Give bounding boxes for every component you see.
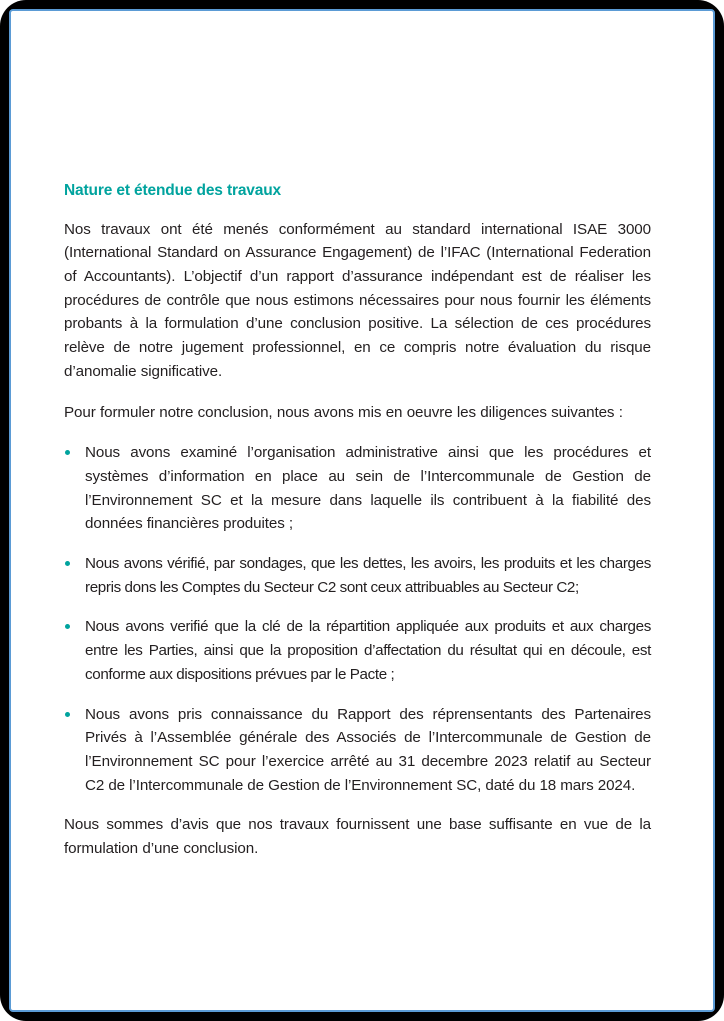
page-canvas <box>9 9 715 1012</box>
section-heading: Nature et étendue des travaux <box>64 182 282 199</box>
paragraph-intro: Nos travaux ont été menés conformément au standard international ISAE 3000 (International Standard on Assurance Engagement) de l’IFAC (International Federation of Accountants). L’objectif d’un rapport d’assurance indépendant est de réaliser les procédures de contrôle que nous estimons nécessaires pour nous fournir les éléments probants à la formulation d’une conclusion positive. La sélection de ces procédures relève de notre jugement professionnel, en ce compris notre évaluation du risque d’anomalie significative. <box>64 220 651 380</box>
bullet-dot-icon <box>65 450 70 455</box>
diligence-list <box>64 441 651 797</box>
list-item-text: Nous avons pris connaissance du Rapport des réprensentants des Partenaires Privés à l’Assemblée générale des Associés de l’Intercommunale de Gestion de l’Environnement SC pour l’exercice arrêté au 31 decembre 2023 relatif au Secteur C2 de l’Intercommunale de Gestion de l’Environnement SC, daté du 18 mars 2024. <box>85 705 651 794</box>
bullet-dot-icon <box>65 561 70 566</box>
list-item <box>64 441 651 536</box>
bullet-dot-icon <box>65 624 70 629</box>
list-item-text: Nous avons verifié que la clé de la répartition appliquée aux produits et aux charges entre les Parties, ainsi que la proposition d’affectation du résultat qui en découle, est conforme aux dispositions prévues par le Pacte ; <box>85 618 651 683</box>
paragraph-lead-in: Pour formuler notre conclusion, nous avons mis en oeuvre les diligences suivantes : <box>64 403 623 421</box>
list-item <box>64 615 651 686</box>
list-item-text: Nous avons examiné l’organisation administrative ainsi que les procédures et systèmes d’information en place au sein de l’Intercommunale de Gestion de l’Environnement SC et la mesure dans laquelle ils contribuent à la fiabilité des données financières produites ; <box>85 444 651 533</box>
bullet-dot-icon <box>65 712 70 717</box>
list-item <box>64 703 651 798</box>
paragraph-closing: Nous sommes d’avis que nos travaux fournissent une base suffisante en vue de la formulation d’une conclusion. <box>64 816 651 858</box>
document-content <box>64 182 651 861</box>
list-item <box>64 552 651 599</box>
list-item-text: Nous avons vérifié, par sondages, que les dettes, les avoirs, les produits et les charges repris dons les Comptes du Secteur C2 sont ceux attribuables au Secteur C2; <box>85 555 651 596</box>
